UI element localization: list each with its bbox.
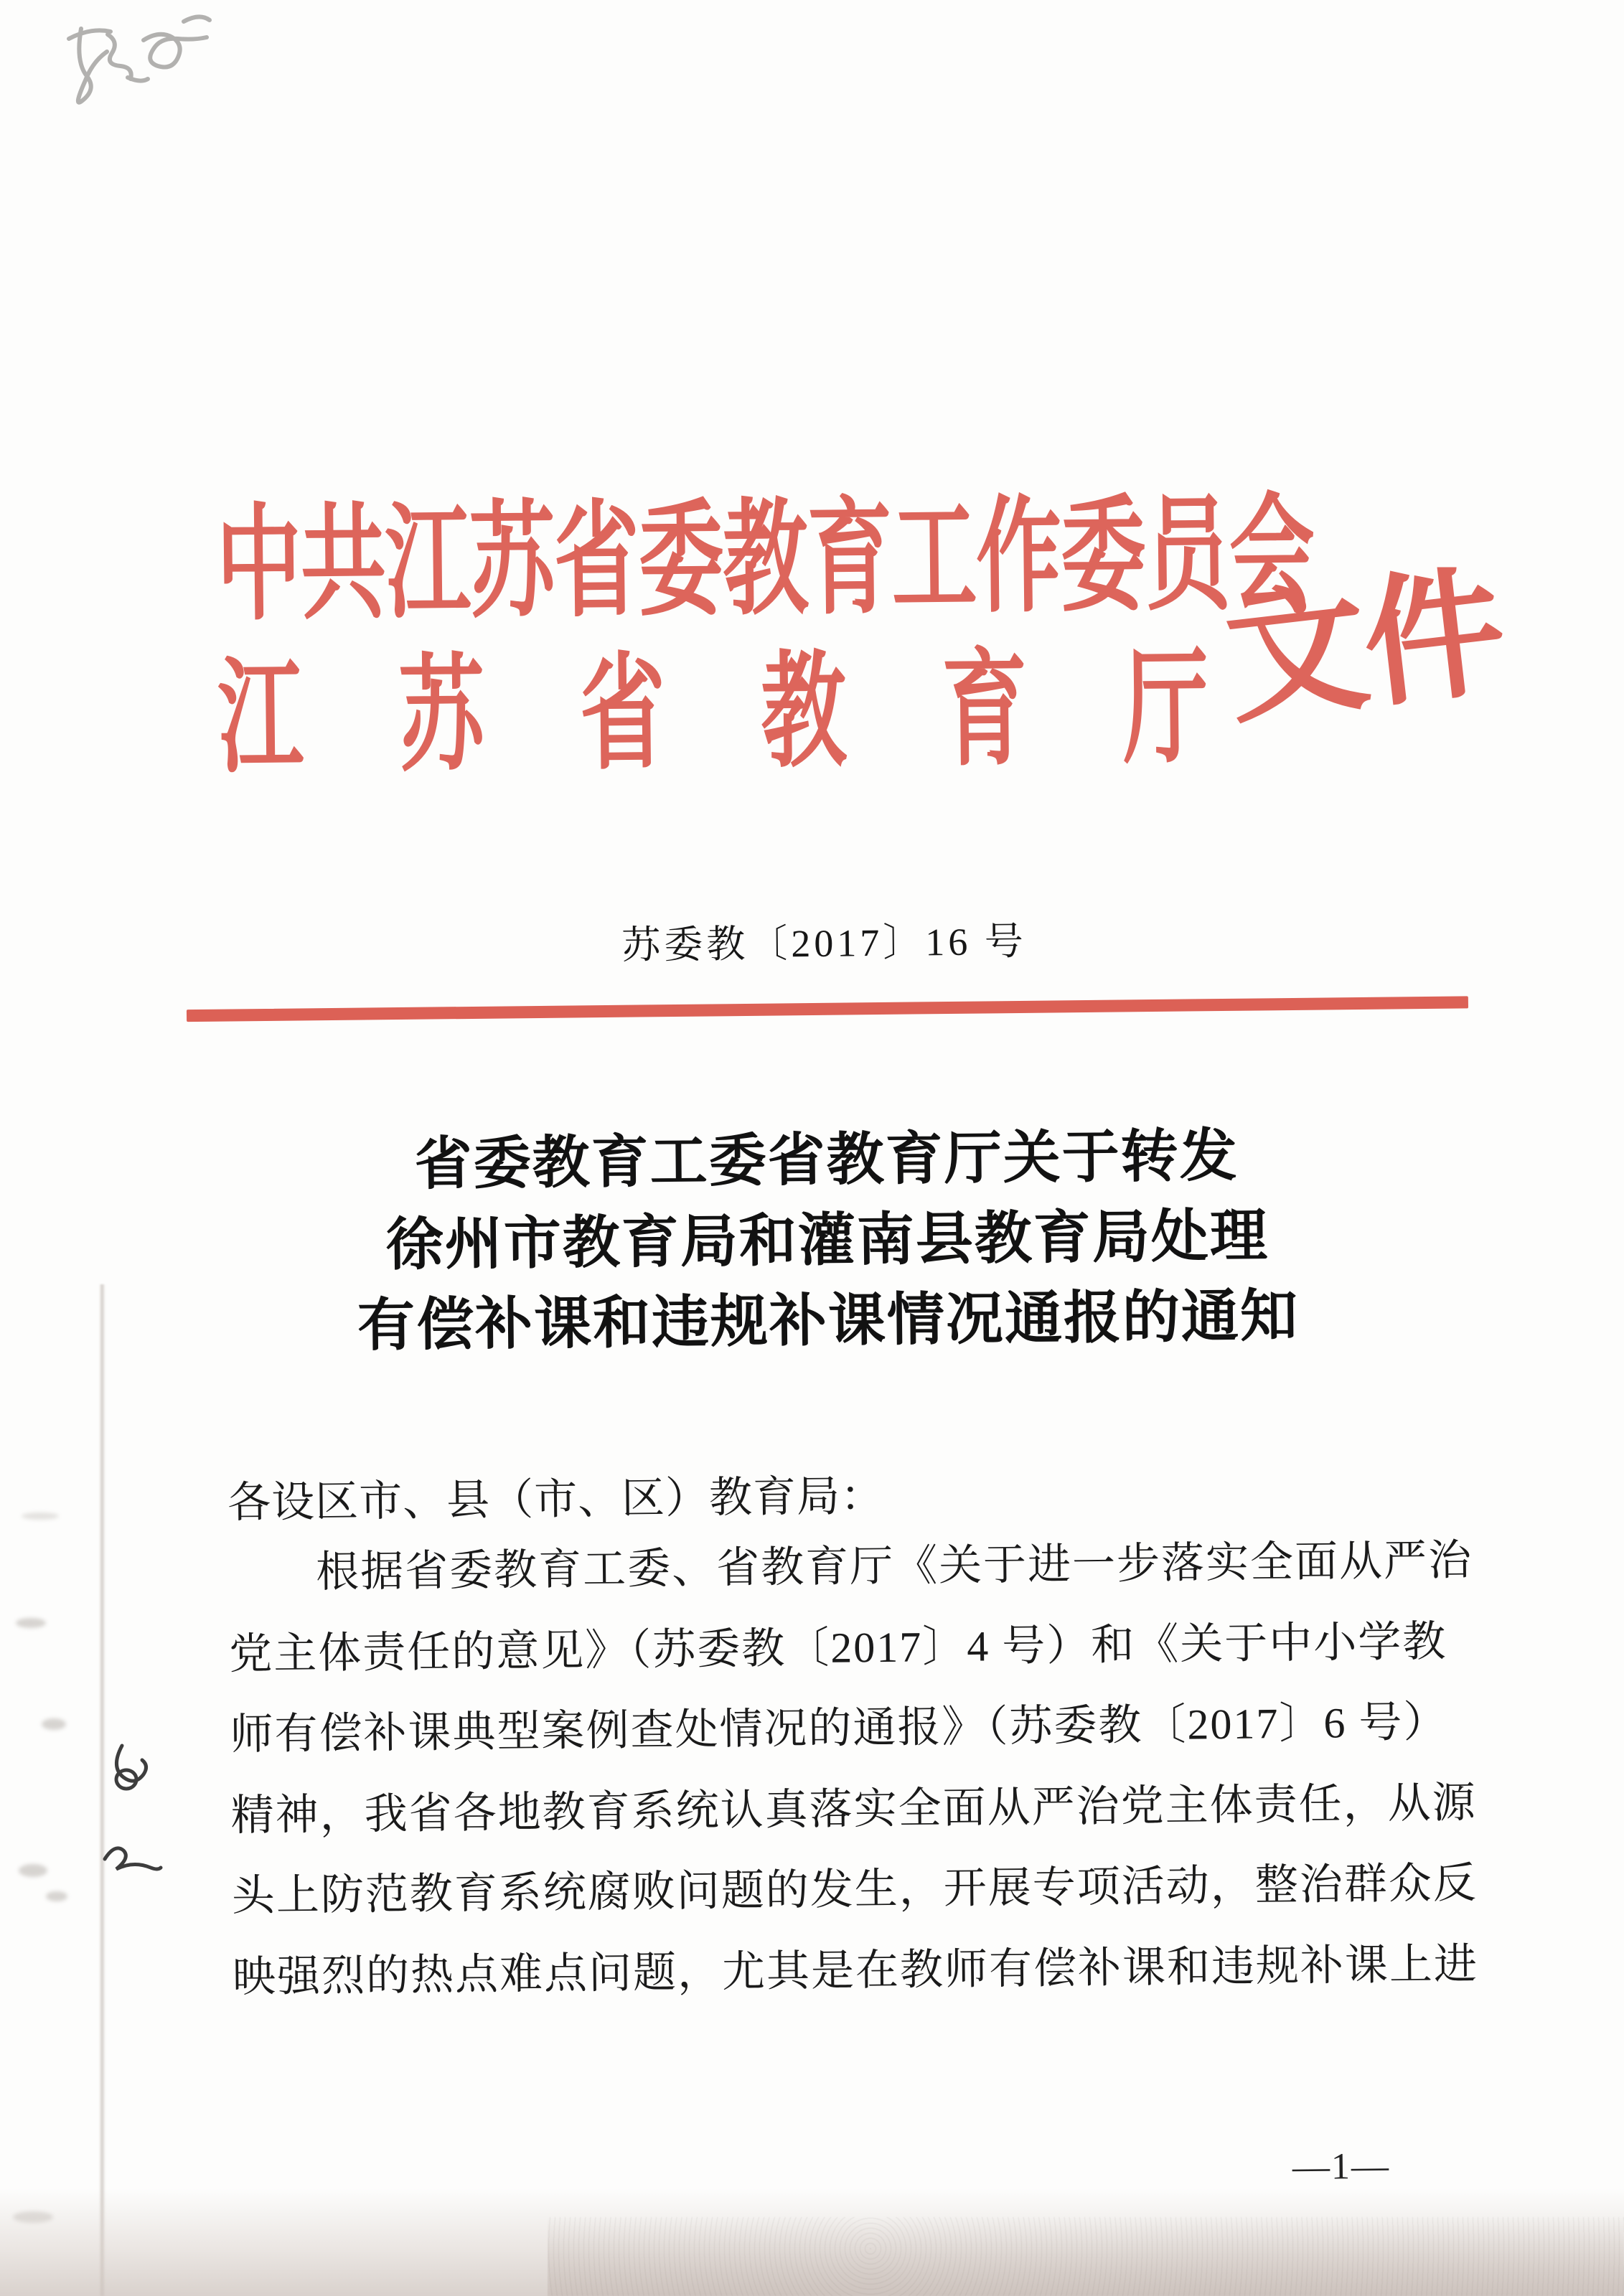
- body-line-6: 映强烈的热点难点问题，尤其是在教师有偿补课和违规补课上进: [232, 1939, 1479, 2001]
- doc-type-label: 文件: [1219, 555, 1511, 741]
- body-line-2: 党主体责任的意见》（苏委教〔2017〕4 号）和《关于中小学教: [228, 1617, 1447, 1678]
- body-paragraph: [228, 1520, 1479, 2018]
- body-line-4: 精神，我省各地教育系统认真落实全面从严治党主体责任，从源: [230, 1778, 1477, 1840]
- body-line-5: 头上防范教育系统腐败问题的发生，开展专项活动，整治群众反: [231, 1859, 1478, 1920]
- red-separator-rule: [187, 996, 1468, 1022]
- document-title: [0, 1112, 1624, 1370]
- salutation-line: 各设区市、县（市、区）教育局：: [227, 1472, 885, 1527]
- body-line-1: 根据省委教育工委、省教育厅《关于进一步落实全面从严治: [315, 1536, 1473, 1596]
- document-number: 苏委教〔2017〕16 号: [621, 919, 1028, 967]
- title-line-1: 省委教育工委省教育厅关于转发: [414, 1124, 1239, 1197]
- issuing-org-line1: 中共江苏省委教育工作委员会: [215, 484, 1315, 636]
- title-line-3: 有偿补课和违规补课情况通报的通知: [357, 1284, 1300, 1358]
- title-line-2: 徐州市教育局和灌南县教育局处理: [385, 1205, 1269, 1278]
- body-line-3: 师有偿补课典型案例查处情况的通报》（苏委教〔2017〕6 号）: [230, 1698, 1448, 1759]
- page-number: —1—: [1292, 2145, 1391, 2188]
- issuing-org-line2: 江苏省教育厅: [217, 637, 1305, 789]
